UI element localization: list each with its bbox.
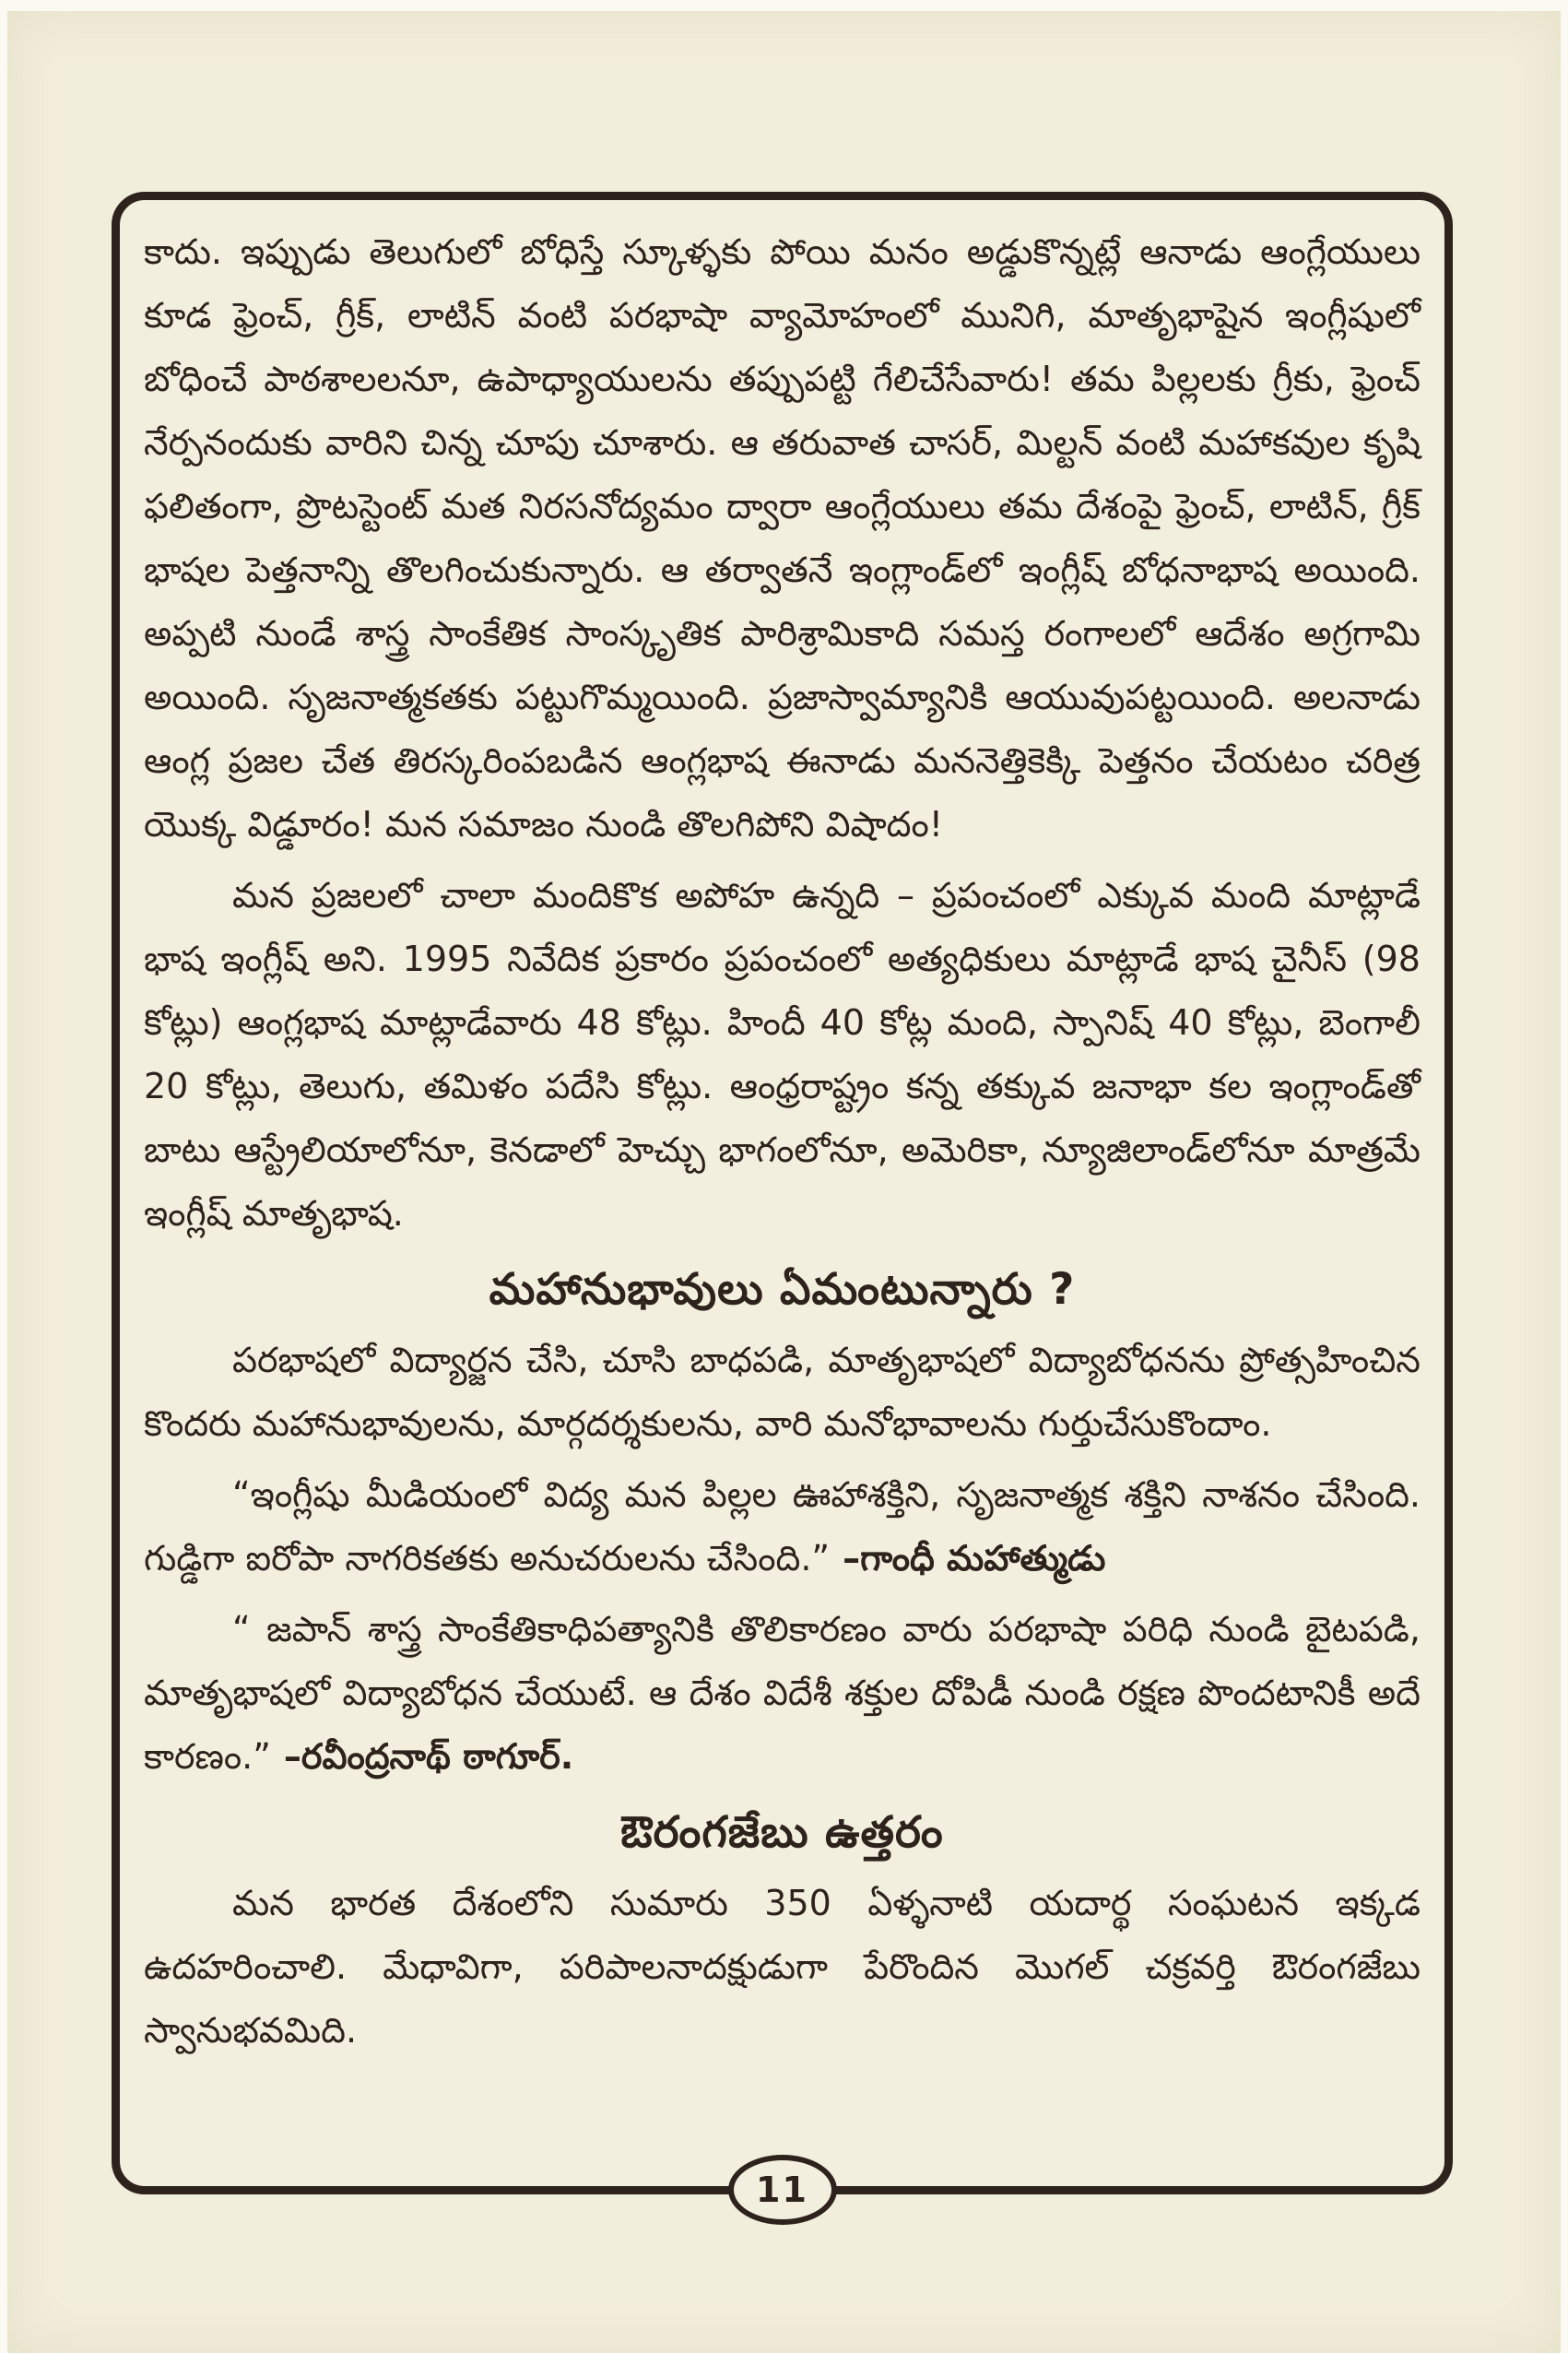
page-number-badge [728,2155,837,2225]
scanned-paper-background [7,11,1561,2353]
gandhi-quote-attribution: –గాంధీ మహాత్ముడు [843,1538,1106,1579]
page-number: 11 [756,2170,808,2210]
tagore-quote [144,1598,1421,1789]
section-heading-aurangzeb-letter: ఔరంగజేబు ఉత్తరం [620,1807,944,1858]
section-heading-great-people: మహానుభావులు ఏమంటున్నారు ? [489,1264,1076,1315]
paragraph-aurangzeb-intro: మన భారత దేశంలోని సుమారు 350 ఏళ్ళనాటి యదార్థ సంఘటన ఇక్కడ ఉదహరించాలి. మేధావిగా, పరిపాలనాదక్షుడుగా పేరొందిన మొగల్ చక్రవర్తి ఔరంగజేబు స్వానుభవమిది. [144,1883,1421,2051]
gandhi-quote-text: “ఇంగ్లీషు మీడియంలో విద్య మన పిల్లల ఊహాశక్తిని, సృజనాత్మక శక్తిని నాశనం చేసింది. గుడ్డిగా ఐరోపా నాగరికతకు అనుచరులను చేసింది.” [144,1474,1421,1579]
gandhi-quote [144,1463,1421,1590]
page-border-frame [112,192,1453,2210]
page-text-column [144,220,1421,2063]
paragraph-quotes-intro: పరభాషలో విద్యార్జన చేసి, చూసి బాధపడి, మాతృభాషలో విద్యాబోధనను ప్రోత్సహించిన కొందరు మహానుభావులను, మార్గదర్శకులను, వారి మనోభావాలను గుర్తుచేసుకొందాం. [144,1340,1421,1444]
paragraph-english-history: కాదు. ఇప్పుడు తెలుగులో బోధిస్తే స్కూళ్ళకు పోయి మనం అడ్డుకొన్నట్లే ఆనాడు ఆంగ్లేయులు కూడ ఫ్రెంచ్, గ్రీక్, లాటిన్ వంటి పరభాషా వ్యామోహంలో మునిగి, మాతృభాషైన ఇంగ్లీషులో బోధించే పాఠశాలలనూ, ఉపాధ్యాయులను తప్పుపట్టి గేలిచేసేవారు! తమ పిల్లలకు గ్రీకు, ఫ్రెంచ్ నేర్పనందుకు వారిని చిన్న చూపు చూశారు. ఆ తరువాత చాసర్, మిల్టన్ వంటి మహాకవుల కృషి ఫలితంగా, ప్రొటస్టెంట్ మత నిరసనోద్యమం ద్వారా ఆంగ్లేయులు తమ దేశంపై ఫ్రెంచ్, లాటిన్, గ్రీక్ భాషల పెత్తనాన్ని తొలగించుకున్నారు. ఆ తర్వాతనే ఇంగ్లాండ్‌లో ఇంగ్లీష్ బోధనాభాష అయింది. అప్పటి నుండే శాస్త్ర సాంకేతిక సాంస్కృతిక పారిశ్రామికాది సమస్త రంగాలలో ఆదేశం అగ్రగామి అయింది. సృజనాత్మకతకు పట్టుగొమ్మయింది. ప్రజాస్వామ్యానికి ఆయువుపట్టయింది. అలనాడు ఆంగ్ల ప్రజల చేత తిరస్కరింపబడిన ఆంగ్లభాష ఈనాడు మననెత్తికెక్కి పెత్తనం చేయటం చరిత్ర యొక్క విడ్డూరం! మన సమాజం నుండి తొలగిపోని విషాదం! [144,231,1421,845]
tagore-quote-text: “ జపాన్ శాస్త్ర సాంకేతికాధిపత్యానికి తొలికారణం వారు పరభాషా పరిధి నుండి బైటపడి, మాతృభాషలో విద్యాబోధన చేయుటే. ఆ దేశం విదేశీ శక్తుల దోపిడీ నుండి రక్షణ పొందటానికీ అదే కారణం.” [144,1609,1421,1777]
paragraph-language-statistics: మన ప్రజలలో చాలా మందికొక అపోహ ఉన్నది – ప్రపంచంలో ఎక్కువ మంది మాట్లాడే భాష ఇంగ్లీష్ అని. 1995 నివేదిక ప్రకారం ప్రపంచంలో అత్యధికులు మాట్లాడే భాష చైనీస్ (98 కోట్లు) ఆంగ్లభాష మాట్లాడేవారు 48 కోట్లు. హిందీ 40 కోట్ల మంది, స్పానిష్ 40 కోట్లు, బెంగాలీ 20 కోట్లు, తెలుగు, తమిళం పదేసి కోట్లు. ఆంధ్రరాష్ట్రం కన్న తక్కువ జనాభా కల ఇంగ్లాండ్‌తో బాటు ఆస్ట్రేలియాలోనూ, కెనడాలో హెచ్చు భాగంలోనూ, అమెరికా, న్యూజిలాండ్‌లోనూ మాత్రమే ఇంగ్లీష్ మాతృభాష. [144,875,1421,1234]
tagore-quote-attribution: –రవీంద్రనాథ్ ఠాగూర్. [283,1736,574,1777]
